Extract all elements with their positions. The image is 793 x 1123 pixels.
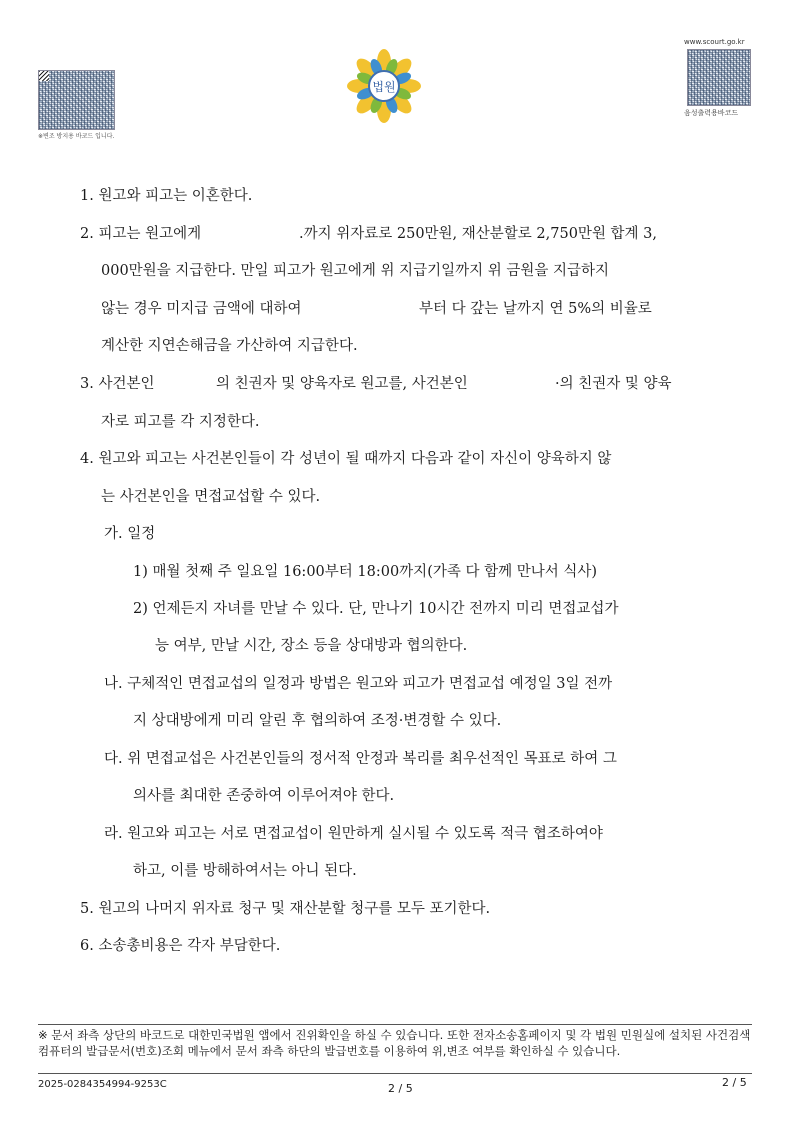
item-3-line2: 자로 피고를 각 지정한다. <box>101 414 260 430</box>
item-3-line1c: ·의 친권자 및 양육 <box>555 376 672 392</box>
item-4-line2: 는 사건본인을 면접교섭할 수 있다. <box>101 489 321 505</box>
page-number-center: 2 / 5 <box>388 1082 413 1095</box>
page-number-right: 2 / 5 <box>722 1076 747 1089</box>
item-6: 6. 소송총비용은 각자 부담한다. <box>80 938 281 954</box>
item-4-na-line2: 지 상대방에게 미리 알린 후 협의하여 조정·변경할 수 있다. <box>133 713 502 729</box>
item-4-ga-1: 1) 매월 첫째 주 일요일 16:00부터 18:00까지(가족 다 함께 만나서 식사) <box>133 564 598 580</box>
verification-notice: ※ 문서 좌측 상단의 바코드로 대한민국법원 앱에서 진위확인을 하실 수 있습니다. 또한 전자소송홈페이지 및 각 법원 민원실에 설치된 사건검색 컴퓨터의 발급문서(번호)조회 메뉴에서 문서 좌측 하단의 발급번호를 이용하여 위,변조 여부를 확인하실 수 있습니다. <box>38 1024 752 1074</box>
audio-barcode-caption: 음성출력용바코드 <box>684 109 739 117</box>
item-4-da-line1: 다. 위 면접교섭은 사건본인들의 정서적 안정과 복리를 최우선적인 목표로 하여 그 <box>104 751 617 767</box>
item-4-ra-line2: 하고, 이를 방해하여서는 아니 된다. <box>133 863 357 879</box>
item-2-line1a: 2. 피고는 원고에게 <box>80 226 202 242</box>
item-4-ra-line1: 라. 원고와 피고는 서로 면접교섭이 원만하게 실시될 수 있도록 적극 협조하여야 <box>104 826 603 842</box>
item-2-line1b: .까지 위자료로 250만원, 재산분할로 2,750만원 합계 3, <box>299 226 658 242</box>
item-2-line4: 계산한 지연손해금을 가산하여 지급한다. <box>101 338 358 354</box>
item-2-line2: 000만원을 지급한다. 만일 피고가 원고에게 위 지급기일까지 위 금원을 지급하지 <box>101 263 609 279</box>
barcode-caption: ※변조 방지용 바코드 입니다. <box>38 133 115 140</box>
item-4-ga-2-line1: 2) 언제든지 자녀를 만날 수 있다. 단, 만나기 10시간 전까지 미리 면접교섭가 <box>133 601 619 617</box>
item-3-line1a: 3. 사건본인 <box>80 376 155 392</box>
item-2-line3b: 부터 다 갚는 날까지 연 5%의 비율로 <box>419 301 652 317</box>
item-5: 5. 원고의 나머지 위자료 청구 및 재산분할 청구를 모두 포기한다. <box>80 901 491 917</box>
item-2-line3a: 않는 경우 미지급 금액에 대하여 <box>101 301 302 317</box>
security-barcode <box>38 70 115 130</box>
document-number: 2025-0284354994-9253C <box>38 1079 167 1090</box>
item-4-ga: 가. 일정 <box>104 526 156 542</box>
item-4-ga-2-line2: 능 여부, 만날 시간, 장소 등을 상대방과 협의한다. <box>155 638 468 654</box>
item-4-line1: 4. 원고와 피고는 사건본인들이 각 성년이 될 때까지 다음과 같이 자신이 양육하지 않 <box>80 451 612 467</box>
item-4-da-line2: 의사를 최대한 존중하여 이루어져야 한다. <box>133 788 395 804</box>
item-1: 1. 원고와 피고는 이혼한다. <box>80 188 253 204</box>
emblem-text: 법원 <box>372 80 396 94</box>
item-3-line1b: 의 친권자 및 양육자로 원고를, 사건본인 <box>216 376 468 392</box>
court-emblem-icon <box>345 48 423 123</box>
court-url: www.scourt.go.kr <box>684 38 745 46</box>
audio-barcode <box>687 49 751 106</box>
item-4-na-line1: 나. 구체적인 면접교섭의 일정과 방법은 원고와 피고가 면접교섭 예정일 3일 전까 <box>104 676 613 692</box>
